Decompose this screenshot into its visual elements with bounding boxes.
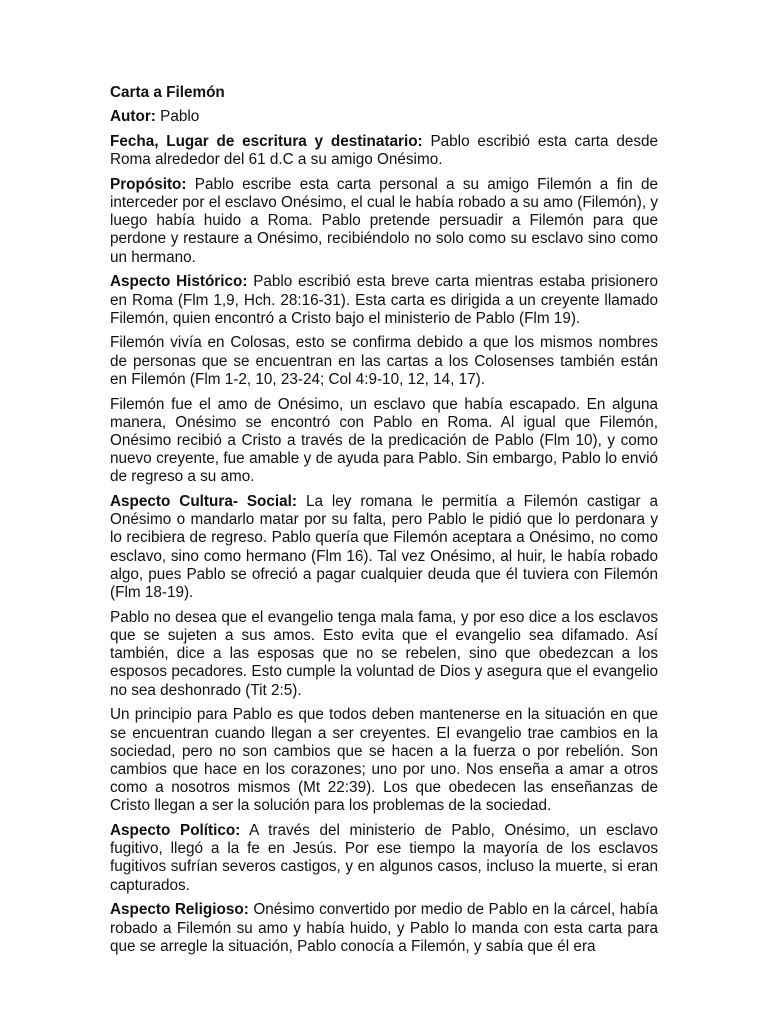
document-title: Carta a Filemón <box>110 84 225 101</box>
document-page <box>110 84 658 962</box>
section-label: Autor: <box>110 108 156 126</box>
section-fecha-lugar <box>110 133 658 169</box>
section-text: Pablo escribió esta carta desde Roma alrededor del 61 d.C a su amigo Onésimo. <box>110 132 659 169</box>
section-text: La ley romana le permitía a Filemón castigar a Onésimo o mandarlo matar por su falta, pero Pablo le pidió que lo perdonara y lo recibiera de regreso. Pablo quería que Filemón aceptara a Onésimo, no como esclavo, sino como hermano (Flm 16). Tal vez Onésimo, al huir, le había robado algo, pues Pablo se ofreció a pagar cualquier deuda que él tuviera con Filemón (Flm 18-19). <box>110 493 658 602</box>
section-text: Pablo no desea que el evangelio tenga mala fama, y por eso dice a los esclavos que se sujeten a sus amos. Esto evita que el evangelio sea difamado. Así también, dice a las esposas que no se rebelen, sino que obedezcan a los esposos pecadores. Esto cumple la voluntad de Dios y asegura que el evangelio no sea deshonrado (Tit 2:5). <box>110 608 658 699</box>
section-aspecto-religioso <box>110 901 658 956</box>
section-label: Aspecto Histórico: <box>110 273 248 291</box>
section-text: Pablo escribe esta carta personal a su amigo Filemón a fin de interceder por el esclavo Onésimo, el cual le había robado a su amo (Filemón), y luego había huido a Roma. Pablo pretende persuadir a Filemón para que perdone y restaure a Onésimo, recibiéndolo no solo como su esclavo sino como un hermano. <box>110 175 659 266</box>
section-autor <box>110 108 658 126</box>
section-proposito <box>110 176 658 267</box>
section-label: Aspecto Cultura- Social: <box>110 493 298 511</box>
section-label: Aspecto Político: <box>110 822 241 840</box>
paragraph-colosas <box>110 334 658 389</box>
paragraph-principio <box>110 706 658 815</box>
section-label: Fecha, Lugar de escritura y destinatario: <box>110 132 423 150</box>
section-text: Pablo escribió esta breve carta mientras estaba prisionero en Roma (Flm 1,9, Hch. 28:16-31). Esta carta es dirigida a un creyente llamado Filemón, quien encontró a Cristo bajo el ministerio de Pablo (Flm 19). <box>110 273 658 327</box>
paragraph-amo-onesimo <box>110 396 658 487</box>
section-text: Un principio para Pablo es que todos deben mantenerse en la situación en que se encuentran cuando llegan a ser creyentes. El evangelio trae cambios en la sociedad, pero no son cambios que se hacen a la fuerza o por rebelión. Son cambios que hace en los corazones; uno por uno. Nos enseña a amar a otros como a nosotros mismos (Mt 22:39). Los que obedecen las enseñanzas de Cristo llegan a ser la solución para los problemas de la sociedad. <box>110 706 658 815</box>
section-text: Filemón fue el amo de Onésimo, un esclavo que había escapado. En alguna manera, Onésimo se encontró con Pablo en Roma. Al igual que Filemón, Onésimo recibió a Cristo a través de la predicación de Pablo (Flm 10), y como nuevo creyente, fue amable y de ayuda para Pablo. Sin embargo, Pablo lo envió de regreso a su amo. <box>110 395 658 486</box>
section-text: Onésimo convertido por medio de Pablo en la cárcel, había robado a Filemón su amo y había huido, y Pablo lo manda con esta carta para que se arregle la situación, Pablo conocía a Filemón, y sabía que él era <box>110 901 658 955</box>
section-text: Pablo <box>160 108 200 126</box>
section-label: Propósito: <box>110 175 187 193</box>
section-aspecto-politico <box>110 822 658 895</box>
section-text: Filemón vivía en Colosas, esto se confirma debido a que los mismos nombres de personas que se encuentran en las cartas a los Colosenses también están en Filemón (Flm 1-2, 10, 23-24; Col 4:9-10, 12, 14, 17). <box>110 334 658 388</box>
section-aspecto-historico <box>110 273 658 328</box>
section-label: Aspecto Religioso: <box>110 901 249 919</box>
paragraph-evangelio-fama <box>110 609 658 700</box>
section-text: A través del ministerio de Pablo, Onésimo, un esclavo fugitivo, llegó a la fe en Jesús. Por ese tiempo la mayoría de los esclavos fugitivos sufrían severos castigos, y en algunos casos, incluso la muerte, si eran capturados. <box>110 822 659 894</box>
section-aspecto-cultural-social <box>110 493 658 602</box>
